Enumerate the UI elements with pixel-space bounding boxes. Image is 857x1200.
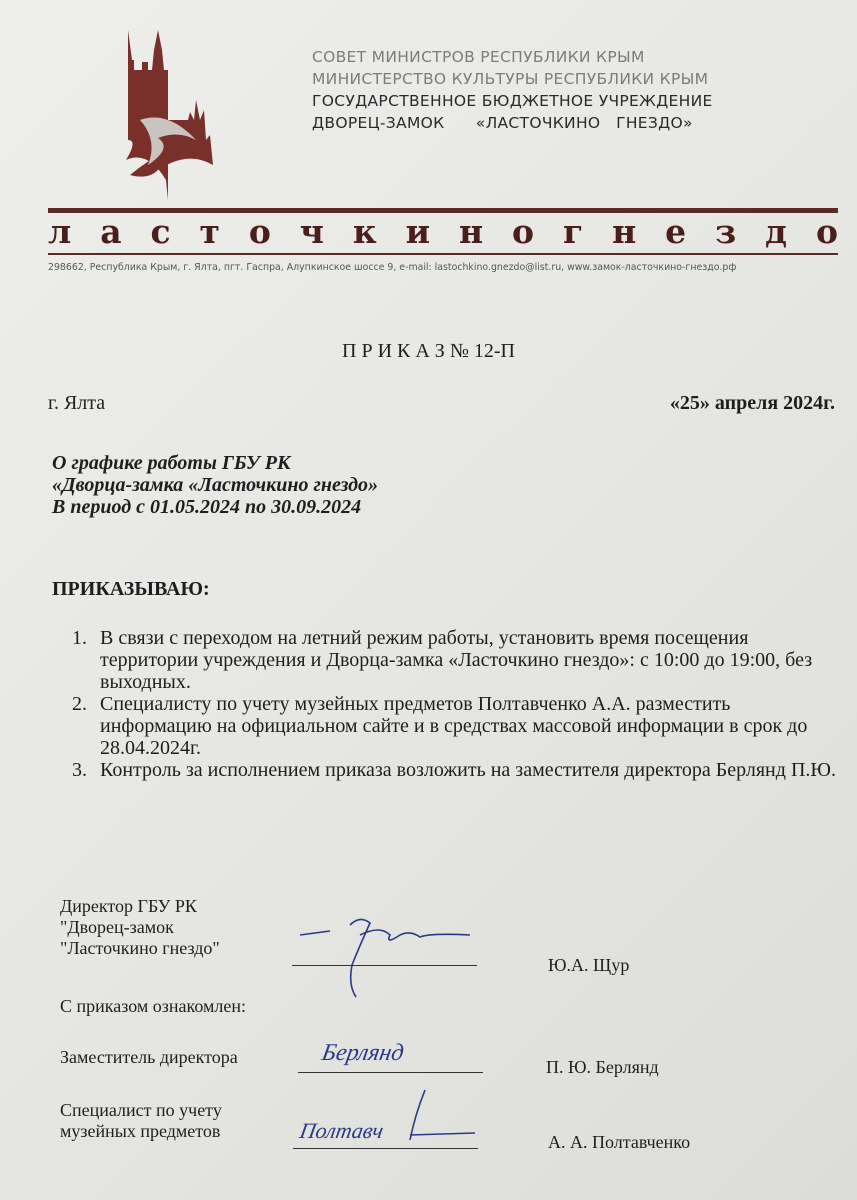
director-signature	[290, 905, 480, 1005]
brand-letter: к	[352, 212, 377, 251]
letterhead-line: СОВЕТ МИНИСТРОВ РЕСПУБЛИКИ КРЫМ	[312, 48, 645, 66]
letterhead-text	[312, 46, 713, 134]
order-item	[56, 759, 836, 781]
item-text: В связи с переходом на летний режим работы, установить время посещения территории учреждения и Дворца-замка «Ласточкино гнездо»: с 10:00 до 19:00, без выходных.	[100, 627, 813, 693]
director-title	[60, 896, 220, 959]
director-name: Ю.А. Щур	[548, 955, 630, 975]
brand-letter: а	[100, 212, 122, 251]
city: г. Ялта	[48, 392, 106, 414]
brand-letter: з	[715, 212, 737, 251]
item-text: Специалисту по учету музейных предметов Полтавченко А.А. разместить информацию на официальном сайте и в средствах массовой информации в срок до 28.04.2024г.	[100, 693, 808, 759]
director-title-line: "Дворец-замок	[60, 917, 174, 937]
item-number: 2.	[72, 693, 87, 715]
specialist-title	[60, 1100, 222, 1142]
order-subject	[52, 452, 378, 518]
acknowledged-label: С приказом ознакомлен:	[60, 996, 247, 1016]
item-text: Контроль за исполнением приказа возложить на заместителя директора Берлянд П.Ю.	[100, 759, 836, 781]
order-item	[56, 693, 836, 759]
order-items	[56, 627, 836, 781]
specialist-name: А. А. Полтавченко	[548, 1132, 691, 1152]
brand-letter: г	[562, 212, 584, 251]
deputy-title: Заместитель директора	[60, 1047, 238, 1067]
brand-letter: и	[405, 212, 431, 251]
specialist-signature-line	[293, 1148, 478, 1149]
director-title-line: "Ласточкино гнездо"	[60, 938, 220, 958]
brand-letter: с	[150, 212, 171, 251]
subject-line: «Дворца-замка «Ласточкино гнездо»	[52, 474, 379, 496]
brand-letter: л	[48, 212, 72, 251]
subject-line: В период с 01.05.2024 по 30.09.2024	[52, 496, 362, 518]
deputy-signature-line	[298, 1072, 483, 1073]
order-item	[56, 627, 836, 693]
director-title-line: Директор ГБУ РК	[60, 896, 197, 916]
specialist-title-line: музейных предметов	[60, 1121, 221, 1141]
divider-bottom	[48, 253, 838, 255]
brand-wordmark	[48, 212, 838, 251]
specialist-title-line: Специалист по учету	[60, 1100, 222, 1120]
letterhead-line: ГОСУДАРСТВЕННОЕ БЮДЖЕТНОЕ УЧРЕЖДЕНИЕ	[312, 92, 713, 110]
deputy-name: П. Ю. Берлянд	[546, 1057, 659, 1077]
specialist-signature-stroke	[380, 1085, 480, 1145]
address: 298662, Республика Крым, г. Ялта, пгт. Гаспра, Алупкинское шоссе 9, e-mail: lastochkino.gnezdo@list.ru, www.замок-ласточкино-гнездо.рф	[48, 262, 737, 273]
brand-letter: т	[199, 212, 220, 251]
letterhead-line: МИНИСТЕРСТВО КУЛЬТУРЫ РЕСПУБЛИКИ КРЫМ	[312, 70, 709, 88]
brand-letter: о	[512, 212, 535, 251]
specialist-signature: Полтавч	[297, 1118, 386, 1143]
brand-letter: е	[665, 212, 687, 251]
brand-letter: ч	[299, 212, 324, 251]
subject-line: О графике работы ГБУ РК	[52, 452, 291, 474]
order-title: П Р И К А З № 12-П	[342, 340, 515, 362]
brand-letter: о	[815, 212, 838, 251]
brand-letter: н	[612, 212, 637, 251]
item-number: 3.	[72, 759, 87, 781]
brand-letter: о	[248, 212, 271, 251]
order-word: ПРИКАЗЫВАЮ:	[52, 578, 210, 600]
letterhead-line: ДВОРЕЦ-ЗАМОК «ЛАСТОЧКИНО ГНЕЗДО»	[312, 114, 693, 132]
castle-logo	[118, 30, 228, 200]
deputy-signature: Берлянд	[319, 1040, 406, 1066]
order-date: «25» апреля 2024г.	[669, 392, 835, 414]
item-number: 1.	[72, 627, 87, 649]
brand-letter: д	[765, 212, 788, 251]
brand-letter: н	[458, 212, 484, 251]
